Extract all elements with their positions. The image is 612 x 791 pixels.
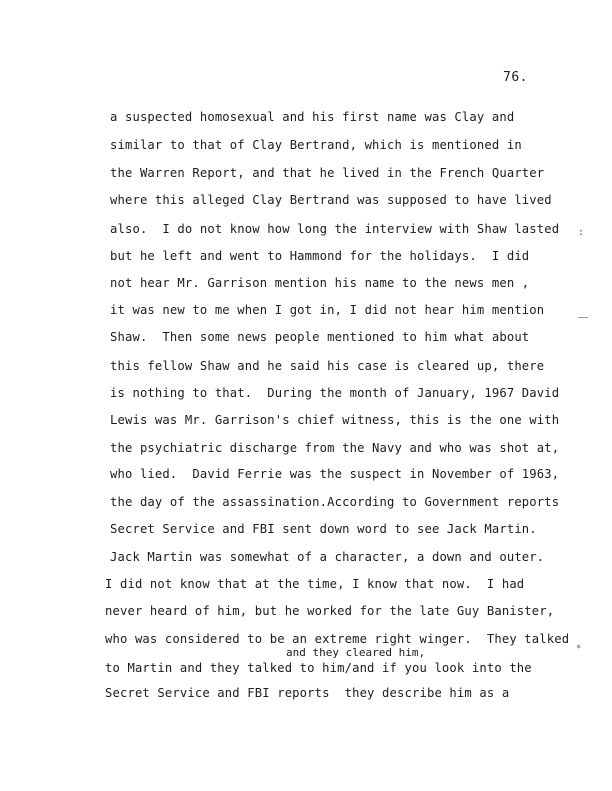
text-line-8: it was new to me when I got in, I did not hear him mention bbox=[110, 303, 545, 317]
text-line-18: I did not know that at the time, I know that now. I had bbox=[105, 577, 525, 591]
text-line-11: is nothing to that. During the month of January, 1967 David bbox=[110, 386, 560, 400]
text-line-20: who was considered to be an extreme right winger. They talked bbox=[105, 632, 570, 646]
text-line-19: never heard of him, but he worked for the late Guy Banister, bbox=[105, 604, 555, 618]
text-line-2: similar to that of Clay Bertrand, which is mentioned in bbox=[110, 138, 522, 152]
text-line-15: the day of the assassination.According to Government reports bbox=[110, 495, 560, 509]
text-line-7: not hear Mr. Garrison mention his name to the news men , bbox=[110, 276, 530, 290]
margin-star: * bbox=[576, 644, 582, 654]
text-line-13: the psychiatric discharge from the Navy and who was shot at, bbox=[110, 441, 560, 455]
text-line-6: but he left and went to Hammond for the holidays. I did bbox=[110, 249, 530, 263]
text-line-21: to Martin and they talked to him/and if you look into the bbox=[105, 661, 532, 675]
text-line-14: who lied. David Ferrie was the suspect in November of 1963, bbox=[110, 467, 560, 481]
text-line-16: Secret Service and FBI sent down word to see Jack Martin. bbox=[110, 522, 537, 536]
margin-mark: : bbox=[578, 227, 585, 238]
text-line-1: a suspected homosexual and his first name was Clay and bbox=[110, 110, 515, 124]
text-line-9: Shaw. Then some news people mentioned to him what about bbox=[110, 330, 530, 344]
handwritten-insertion: and they cleared him, bbox=[286, 646, 426, 659]
text-line-4: where this alleged Clay Bertrand was supposed to have lived bbox=[110, 193, 552, 207]
page-number: 76. bbox=[503, 70, 528, 85]
text-line-3: the Warren Report, and that he lived in the French Quarter bbox=[110, 166, 545, 180]
text-line-12: Lewis was Mr. Garrison's chief witness, this is the one with bbox=[110, 413, 560, 427]
margin-dash bbox=[578, 317, 588, 318]
text-line-10: this fellow Shaw and he said his case is cleared up, there bbox=[110, 359, 545, 373]
text-line-5: also. I do not know how long the interview with Shaw lasted bbox=[110, 222, 560, 236]
text-line-22: Secret Service and FBI reports they describe him as a bbox=[105, 686, 510, 700]
text-line-17: Jack Martin was somewhat of a character, a down and outer. bbox=[110, 550, 545, 564]
